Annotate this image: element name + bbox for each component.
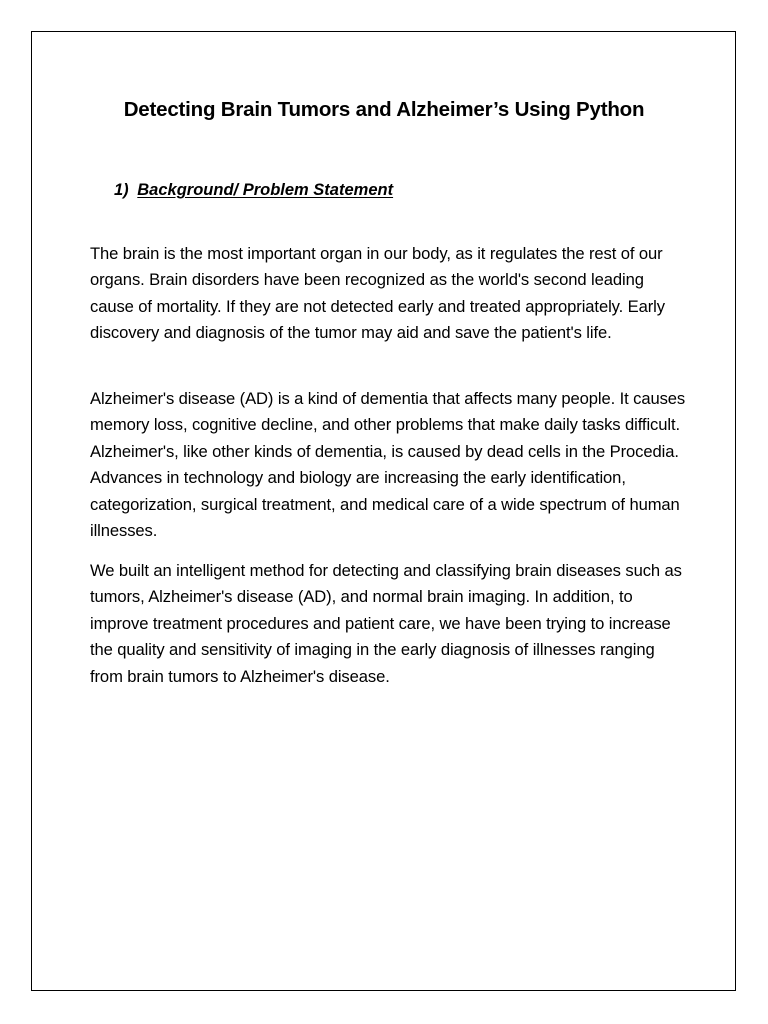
- paragraph-background: The brain is the most important organ in our body, as it regulates the rest of our organs. Brain disorders have been recognized as the world's second leading cause of mortality. If they are not detected early and treated appropriately. Early discovery and diagnosis of the tumor may aid and save the patient's life.: [90, 244, 665, 343]
- section-heading-text: Background/ Problem Statement: [137, 181, 394, 199]
- paragraph-alzheimers: Alzheimer's disease (AD) is a kind of dementia that affects many people. It causes memory loss, cognitive decline, and other problems that make daily tasks difficult. Alzheimer's, like other kinds of dementia, is caused by dead cells in the Procedia. Advances in technology and biology are increasing the early identification, categorization, surgical treatment, and medical care of a wide spectrum of human illnesses.: [90, 389, 686, 541]
- document-title: Detecting Brain Tumors and Alzheimer’s Using Python: [123, 98, 645, 121]
- section-heading: [114, 178, 393, 202]
- paragraph-method: We built an intelligent method for detecting and classifying brain diseases such as tumors, Alzheimer's disease (AD), and normal brain imaging. In addition, to improve treatment procedures and patient care, we have been trying to increase the quality and sensitivity of imaging in the early diagnosis of illnesses ranging from brain tumors to Alzheimer's disease.: [90, 561, 682, 686]
- section-number: 1): [114, 181, 129, 199]
